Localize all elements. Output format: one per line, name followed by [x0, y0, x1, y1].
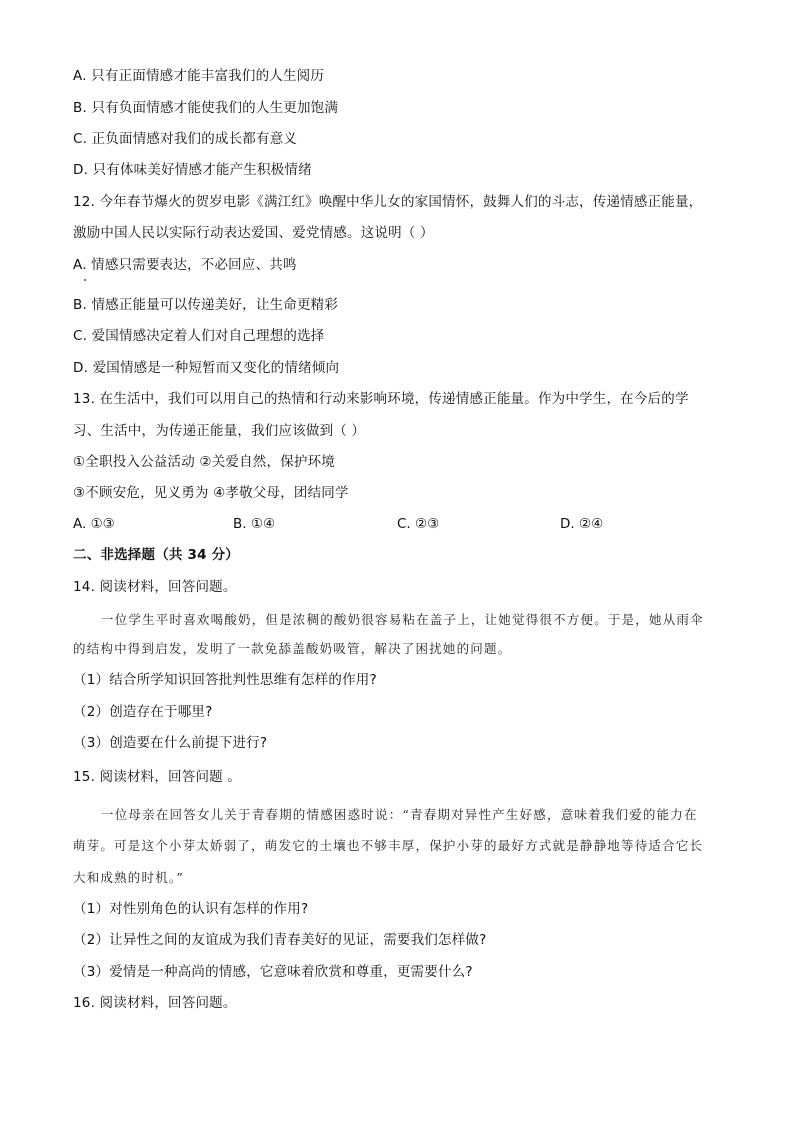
q13-stem-line1: 13. 在生活中，我们可以用自己的热情和行动来影响环境，传递情感正能量。作为中学生，在今后的学: [73, 391, 689, 407]
q14-material-line2: 的结构中得到启发，发明了一款免舔盖酸奶吸管，解决了困扰她的问题。: [73, 641, 512, 656]
q13-items-line2: ③不顾安危，见义勇为 ④孝敬父母，团结同学: [73, 485, 349, 501]
q12-option-d: D. 爱国情感是一种短暂而又变化的情绪倾向: [73, 360, 340, 376]
q14-sub2: （2）创造存在于哪里?: [73, 704, 213, 720]
q13-items-line1: ①全职投入公益活动 ②关爱自然，保护环境: [73, 454, 335, 470]
q12-option-c: C. 爱国情感决定着人们对自己理想的选择: [73, 328, 325, 344]
q12-option-b: B. 情感正能量可以传递美好，让生命更精彩: [73, 297, 339, 313]
q14-sub3: （3）创造要在什么前提下进行?: [73, 735, 268, 751]
q15-material-line3: 大和成熟的时机。”: [73, 870, 184, 885]
q13-option-a: A. ①③: [73, 516, 115, 532]
section-title: 二、非选择题（共 34 分）: [73, 547, 239, 563]
q14-sub1: （1）结合所学知识回答批判性思维有怎样的作用?: [73, 672, 377, 688]
q11-option-d: D. 只有体味美好情感才能产生积极情绪: [73, 162, 312, 178]
q15-stem: 15. 阅读材料，回答问题 。: [73, 769, 242, 785]
q15-sub1: （1）对性别角色的认识有怎样的作用?: [73, 901, 309, 917]
q11-option-a: A. 只有正面情感才能丰富我们的人生阅历: [73, 68, 325, 84]
q14-stem: 14. 阅读材料，回答问题。: [73, 579, 237, 595]
q13-stem-line2: 习、生活中，为传递正能量，我们应该做到（ ）: [73, 423, 366, 439]
q12-stem-line1: 12. 今年春节爆火的贺岁电影《满江红》唤醒中华儿女的家国情怀，鼓舞人们的斗志，传递情感正能量，: [73, 194, 703, 210]
q15-sub2: （2）让异性之间的友谊成为我们青春美好的见证，需要我们怎样做?: [73, 932, 487, 948]
q12-option-a: A. 情感只需要表达，不必回应、共鸣: [73, 257, 297, 273]
q15-material-line1: 一位母亲在回答女儿关于青春期的情感困惑时说：“青春期对异性产生好感，意味着我们爱的能力在: [101, 807, 698, 822]
q13-option-c: C. ②③: [397, 516, 440, 532]
q12-stem-line2: 激励中国人民以实际行动表达爱国、爱党情感。这说明（ ）: [73, 225, 434, 241]
q13-option-d: D. ②④: [560, 516, 604, 532]
q16-stem: 16. 阅读材料，回答问题。: [73, 995, 237, 1011]
stray-dot: [84, 279, 86, 281]
q13-option-b: B. ①④: [233, 516, 276, 532]
q11-option-b: B. 只有负面情感才能使我们的人生更加饱满: [73, 100, 339, 116]
q11-option-c: C. 正负面情感对我们的成长都有意义: [73, 131, 298, 147]
q15-material-line2: 萌芽。可是这个小芽太娇弱了，萌发它的土壤也不够丰厚，保护小芽的最好方式就是静静地等待适合它长: [73, 838, 704, 853]
q14-material-line1: 一位学生平时喜欢喝酸奶，但是浓稠的酸奶很容易粘在盖子上，让她觉得很不方便。于是，她从雨伞: [101, 612, 704, 627]
q15-sub3: （3）爱情是一种高尚的情感，它意味着欣赏和尊重，更需要什么?: [73, 964, 473, 980]
